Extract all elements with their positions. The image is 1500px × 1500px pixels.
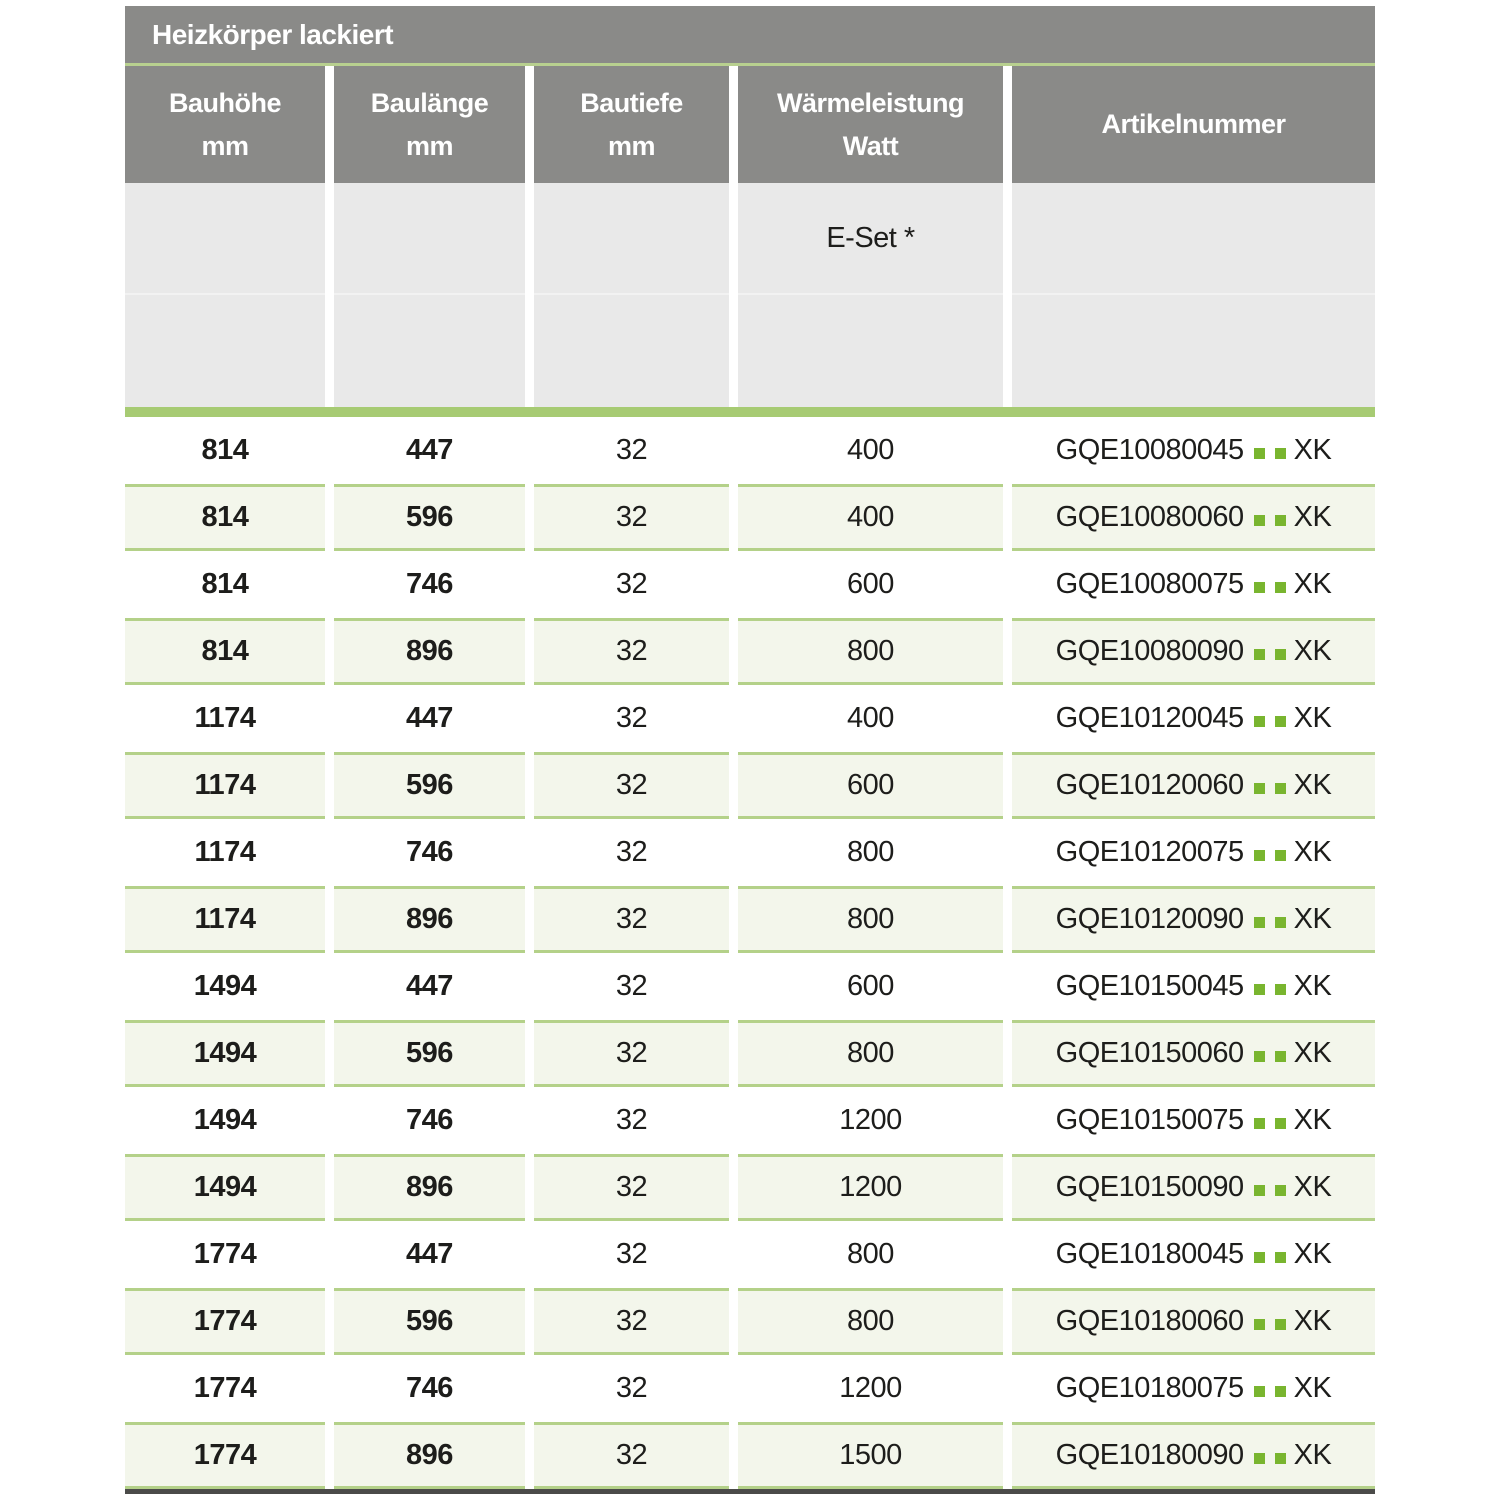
cell-watt: 1200 [738, 1355, 1003, 1422]
artikelnummer [1056, 635, 1332, 668]
color-placeholder-dot-icon [1275, 1185, 1286, 1196]
color-placeholder-dot-icon [1275, 984, 1286, 995]
cell-bauhoehe: 1494 [125, 1020, 325, 1087]
cell-bauhoehe: 1494 [125, 1087, 325, 1154]
artikelnummer [1056, 1305, 1332, 1338]
cell-bauhoehe: 1774 [125, 1355, 325, 1422]
artikel-suffix: XK [1293, 1305, 1332, 1337]
color-placeholder-dot-icon [1254, 783, 1265, 794]
artikel-prefix: GQE10120045 [1055, 702, 1244, 734]
artikel-suffix: XK [1293, 1037, 1332, 1069]
cell-watt: 600 [738, 551, 1003, 618]
color-placeholder-dot-icon [1275, 917, 1286, 928]
cell-watt: 400 [738, 417, 1003, 484]
color-placeholder-dot-icon [1254, 1453, 1265, 1464]
artikelnummer [1056, 903, 1332, 936]
cell-artikelnummer [1012, 417, 1375, 484]
cell-baulaenge: 596 [334, 752, 525, 819]
cell-bautiefe: 32 [534, 417, 729, 484]
artikel-suffix: XK [1293, 769, 1332, 801]
table-row [125, 819, 1375, 886]
color-placeholder-dot-icon [1254, 917, 1265, 928]
catalog-table-page [125, 0, 1375, 1494]
cell-watt: 400 [738, 484, 1003, 551]
cell-watt: 800 [738, 886, 1003, 953]
artikel-prefix: GQE10080090 [1055, 635, 1244, 667]
cell-bautiefe: 32 [534, 685, 729, 752]
artikel-prefix: GQE10120090 [1055, 903, 1244, 935]
table-row [125, 1087, 1375, 1154]
subheader-cell [334, 183, 525, 295]
artikel-prefix: GQE10150045 [1055, 970, 1244, 1002]
table-row [125, 1288, 1375, 1355]
column-header-baulaenge [334, 66, 525, 183]
cell-artikelnummer [1012, 618, 1375, 685]
cell-watt: 800 [738, 1221, 1003, 1288]
column-header-bautiefe [534, 66, 729, 183]
cell-watt: 800 [738, 1288, 1003, 1355]
cell-bautiefe: 32 [534, 551, 729, 618]
cell-bautiefe: 32 [534, 618, 729, 685]
color-placeholder-dot-icon [1254, 1386, 1265, 1397]
cell-bauhoehe: 814 [125, 417, 325, 484]
subheader-cell [534, 183, 729, 295]
cell-baulaenge: 447 [334, 953, 525, 1020]
cell-baulaenge: 447 [334, 417, 525, 484]
cell-baulaenge: 447 [334, 1221, 525, 1288]
artikel-prefix: GQE10080045 [1055, 434, 1244, 466]
cell-bautiefe: 32 [534, 886, 729, 953]
cell-artikelnummer [1012, 1422, 1375, 1489]
artikelnummer [1056, 970, 1332, 1003]
cell-artikelnummer [1012, 685, 1375, 752]
cell-artikelnummer [1012, 1087, 1375, 1154]
cell-baulaenge: 896 [334, 1422, 525, 1489]
cell-bautiefe: 32 [534, 1221, 729, 1288]
cell-baulaenge: 896 [334, 618, 525, 685]
subheader-cell [738, 295, 1003, 407]
cell-artikelnummer [1012, 819, 1375, 886]
column-header-artikelnummer [1012, 66, 1375, 183]
color-placeholder-dot-icon [1275, 783, 1286, 794]
color-placeholder-dot-icon [1275, 448, 1286, 459]
subheader-cell [1012, 295, 1375, 407]
cell-watt: 1500 [738, 1422, 1003, 1489]
cell-baulaenge: 896 [334, 1154, 525, 1221]
cell-baulaenge: 596 [334, 484, 525, 551]
table-row [125, 1221, 1375, 1288]
color-placeholder-dot-icon [1275, 1118, 1286, 1129]
artikel-prefix: GQE10080060 [1055, 501, 1244, 533]
color-placeholder-dot-icon [1275, 1051, 1286, 1062]
header-row [125, 66, 1375, 183]
color-placeholder-dot-icon [1254, 1252, 1265, 1263]
color-placeholder-dot-icon [1254, 515, 1265, 526]
cell-bauhoehe: 1174 [125, 752, 325, 819]
artikel-prefix: GQE10180060 [1055, 1305, 1244, 1337]
subheader-cell [125, 183, 325, 295]
artikel-suffix: XK [1293, 836, 1332, 868]
cell-baulaenge: 746 [334, 1087, 525, 1154]
table-row [125, 685, 1375, 752]
color-placeholder-dot-icon [1275, 582, 1286, 593]
subheader-cell [534, 295, 729, 407]
color-placeholder-dot-icon [1254, 1185, 1265, 1196]
subheader-row-empty [125, 295, 1375, 407]
artikel-suffix: XK [1293, 635, 1332, 667]
cell-baulaenge: 746 [334, 1355, 525, 1422]
artikel-suffix: XK [1293, 970, 1332, 1002]
color-placeholder-dot-icon [1275, 850, 1286, 861]
cell-bauhoehe: 814 [125, 551, 325, 618]
subheader-row-eset [125, 183, 1375, 295]
artikelnummer [1056, 769, 1332, 802]
column-header-label: Artikelnummer [1101, 109, 1286, 139]
table-row [125, 1020, 1375, 1087]
subheader-cell-eset [738, 183, 1003, 295]
cell-bautiefe: 32 [534, 819, 729, 886]
artikelnummer [1056, 1439, 1332, 1472]
artikel-suffix: XK [1293, 1372, 1332, 1404]
cell-watt: 800 [738, 1020, 1003, 1087]
cell-bauhoehe: 1494 [125, 953, 325, 1020]
color-placeholder-dot-icon [1254, 1051, 1265, 1062]
cell-bauhoehe: 1174 [125, 819, 325, 886]
column-header-label: Baulänge [370, 87, 489, 118]
artikelnummer [1056, 568, 1332, 601]
table-row [125, 752, 1375, 819]
artikelnummer [1056, 836, 1332, 869]
artikelnummer [1056, 501, 1332, 534]
column-header-unit: mm [607, 130, 655, 161]
artikel-prefix: GQE10180090 [1055, 1439, 1244, 1471]
cell-bauhoehe: 1774 [125, 1221, 325, 1288]
table-row [125, 618, 1375, 685]
column-header-label: Bautiefe [580, 87, 683, 118]
artikel-prefix: GQE10180075 [1055, 1372, 1244, 1404]
artikelnummer [1056, 702, 1332, 735]
cell-artikelnummer [1012, 1020, 1375, 1087]
table-row [125, 1154, 1375, 1221]
cell-baulaenge: 746 [334, 551, 525, 618]
cell-baulaenge: 896 [334, 886, 525, 953]
cell-watt: 600 [738, 953, 1003, 1020]
artikel-prefix: GQE10150090 [1055, 1171, 1244, 1203]
cell-baulaenge: 596 [334, 1020, 525, 1087]
artikel-prefix: GQE10120060 [1055, 769, 1244, 801]
artikel-suffix: XK [1293, 501, 1332, 533]
cell-artikelnummer [1012, 953, 1375, 1020]
cell-artikelnummer [1012, 752, 1375, 819]
table-body [125, 417, 1375, 1489]
artikel-suffix: XK [1293, 903, 1332, 935]
cell-artikelnummer [1012, 551, 1375, 618]
table-row [125, 1422, 1375, 1489]
artikel-suffix: XK [1293, 1439, 1332, 1471]
artikel-suffix: XK [1293, 1104, 1332, 1136]
table-title: Heizkörper lackiert [152, 18, 394, 50]
subheader-cell [125, 295, 325, 407]
column-header-label: Wärmeleistung [776, 87, 965, 118]
table-row [125, 417, 1375, 484]
color-placeholder-dot-icon [1254, 850, 1265, 861]
cell-watt: 1200 [738, 1087, 1003, 1154]
cell-bauhoehe: 814 [125, 484, 325, 551]
color-placeholder-dot-icon [1275, 1319, 1286, 1330]
color-placeholder-dot-icon [1254, 448, 1265, 459]
artikel-prefix: GQE10080075 [1055, 568, 1244, 600]
cell-artikelnummer [1012, 484, 1375, 551]
cell-bautiefe: 32 [534, 484, 729, 551]
artikel-suffix: XK [1293, 1238, 1332, 1270]
cell-baulaenge: 596 [334, 1288, 525, 1355]
artikel-prefix: GQE10150075 [1055, 1104, 1244, 1136]
artikelnummer [1056, 1171, 1332, 1204]
cell-artikelnummer [1012, 886, 1375, 953]
color-placeholder-dot-icon [1275, 515, 1286, 526]
artikel-suffix: XK [1293, 702, 1332, 734]
artikelnummer [1056, 434, 1332, 467]
subheader-cell [1012, 183, 1375, 295]
cell-artikelnummer [1012, 1221, 1375, 1288]
artikel-suffix: XK [1293, 568, 1332, 600]
column-header-unit: mm [405, 130, 453, 161]
table-row [125, 1355, 1375, 1422]
cell-baulaenge: 746 [334, 819, 525, 886]
cell-watt: 1200 [738, 1154, 1003, 1221]
column-header-waermeleistung [738, 66, 1003, 183]
color-placeholder-dot-icon [1254, 984, 1265, 995]
artikel-suffix: XK [1293, 1171, 1332, 1203]
color-placeholder-dot-icon [1275, 716, 1286, 727]
cell-bautiefe: 32 [534, 1288, 729, 1355]
color-placeholder-dot-icon [1275, 649, 1286, 660]
cell-baulaenge: 447 [334, 685, 525, 752]
table-row [125, 886, 1375, 953]
cell-bautiefe: 32 [534, 1020, 729, 1087]
cell-bauhoehe: 1174 [125, 685, 325, 752]
cell-bauhoehe: 1174 [125, 886, 325, 953]
column-header-unit: mm [201, 130, 249, 161]
cell-artikelnummer [1012, 1154, 1375, 1221]
table-row [125, 551, 1375, 618]
cell-bauhoehe: 1774 [125, 1288, 325, 1355]
cell-bautiefe: 32 [534, 1355, 729, 1422]
cell-bauhoehe: 1774 [125, 1422, 325, 1489]
artikel-prefix: GQE10180045 [1055, 1238, 1244, 1270]
column-header-bauhoehe [125, 66, 325, 183]
cell-bauhoehe: 1494 [125, 1154, 325, 1221]
cell-bautiefe: 32 [534, 1154, 729, 1221]
cell-watt: 400 [738, 685, 1003, 752]
table-row [125, 953, 1375, 1020]
artikel-prefix: GQE10120075 [1055, 836, 1244, 868]
subheader-cell [334, 295, 525, 407]
color-placeholder-dot-icon [1254, 1118, 1265, 1129]
color-placeholder-dot-icon [1254, 649, 1265, 660]
header-separator-bar [125, 407, 1375, 417]
color-placeholder-dot-icon [1254, 716, 1265, 727]
cell-bautiefe: 32 [534, 1422, 729, 1489]
table-bottom-edge [125, 1489, 1375, 1494]
eset-label: E-Set * [826, 221, 915, 254]
cell-bautiefe: 32 [534, 953, 729, 1020]
artikelnummer [1056, 1238, 1332, 1271]
cell-artikelnummer [1012, 1288, 1375, 1355]
column-header-label: Bauhöhe [168, 87, 281, 118]
cell-watt: 800 [738, 819, 1003, 886]
artikel-prefix: GQE10150060 [1055, 1037, 1244, 1069]
table-row [125, 484, 1375, 551]
color-placeholder-dot-icon [1275, 1453, 1286, 1464]
cell-bautiefe: 32 [534, 1087, 729, 1154]
color-placeholder-dot-icon [1275, 1386, 1286, 1397]
cell-watt: 800 [738, 618, 1003, 685]
cell-bauhoehe: 814 [125, 618, 325, 685]
cell-bautiefe: 32 [534, 752, 729, 819]
artikelnummer [1056, 1372, 1332, 1405]
cell-watt: 600 [738, 752, 1003, 819]
table-title-bar [125, 6, 1375, 63]
color-placeholder-dot-icon [1254, 1319, 1265, 1330]
artikelnummer [1056, 1104, 1332, 1137]
color-placeholder-dot-icon [1254, 582, 1265, 593]
artikelnummer [1056, 1037, 1332, 1070]
cell-artikelnummer [1012, 1355, 1375, 1422]
color-placeholder-dot-icon [1275, 1252, 1286, 1263]
artikel-suffix: XK [1293, 434, 1332, 466]
column-header-unit: Watt [842, 130, 899, 161]
